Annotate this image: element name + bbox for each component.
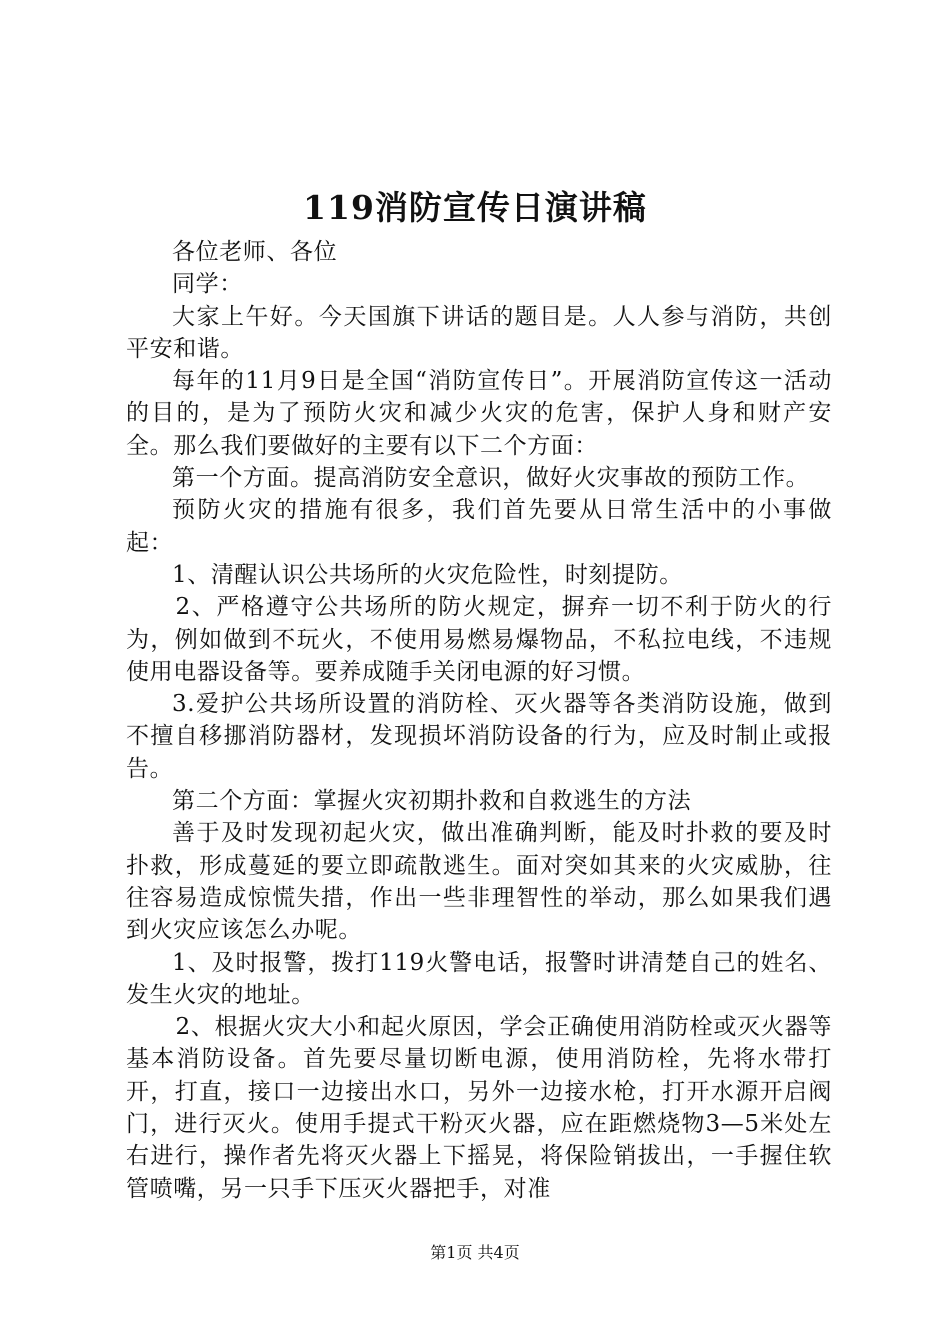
list-item-1: 1、清醒认识公共场所的火灾危险性，时刻提防。 — [172, 561, 683, 588]
list-item-2: 2、严格遵守公共场所的防火规定，摒弃一切不利于防火的行为，例如做到不玩火，不使用易燃易爆物品，不私拉电线，不违规使用电器设备等。要养成随手关闭电源的好习惯。 — [126, 594, 832, 685]
paragraph-greeting: 大家上午好。今天国旗下讲话的题目是。人人参与消防，共创平安和谐。 — [126, 303, 832, 362]
section-heading-2: 第二个方面：掌握火灾初期扑救和自救逃生的方法 — [172, 788, 692, 815]
document-title: 119消防宣传日演讲稿 — [303, 188, 647, 227]
paragraph-early-response: 善于及时发现初起火灾，做出准确判断，能及时扑救的要及时扑救，形成蔓延的要立即疏散逃生。面对突如其来的火灾威胁，往往容易造成惊慌失措，作出一些非理智性的举动，那么如果我们遇到火灾应该怎么办呢。 — [126, 820, 832, 944]
section-heading-1: 第一个方面。提高消防安全意识，做好火灾事故的预防工作。 — [172, 465, 810, 492]
list-item-4: 1、及时报警，拨打119火警电话，报警时讲清楚自己的姓名、发生火灾的地址。 — [126, 949, 832, 1008]
paragraph-purpose: 每年的11月9日是全国“消防宣传日”。开展消防宣传这一活动的目的，是为了预防火灾和减少火灾的危害，保护人身和财产安全。那么我们要做好的主要有以下二个方面： — [126, 368, 832, 459]
page-footer: 第1页 共4页 — [430, 1243, 520, 1262]
salutation-line-2: 同学： — [172, 271, 243, 298]
list-item-3: 3.爱护公共场所设置的消防栓、灭火器等各类消防设施，做到不擅自移挪消防器材，发现损坏消防设备的行为，应及时制止或报告。 — [126, 691, 832, 782]
document-body — [126, 236, 832, 1205]
salutation-line-1: 各位老师、各位 — [172, 239, 338, 265]
paragraph-prevention-intro: 预防火灾的措施有很多，我们首先要从日常生活中的小事做起： — [126, 497, 832, 556]
list-item-5: 2、根据火灾大小和起火原因，学会正确使用消防栓或灭火器等基本消防设备。首先要尽量切断电源，使用消防栓，先将水带打开，打直，接口一边接出水口，另外一边接水枪，打开水源开启阀门，进行灭火。使用手提式干粉灭火器，应在距燃烧物3—5米处左右进行，操作者先将灭火器上下摇晃，将保险销拔出，一手握住软管喷嘴，另一只手下压灭火器把手，对准 — [126, 1014, 832, 1202]
